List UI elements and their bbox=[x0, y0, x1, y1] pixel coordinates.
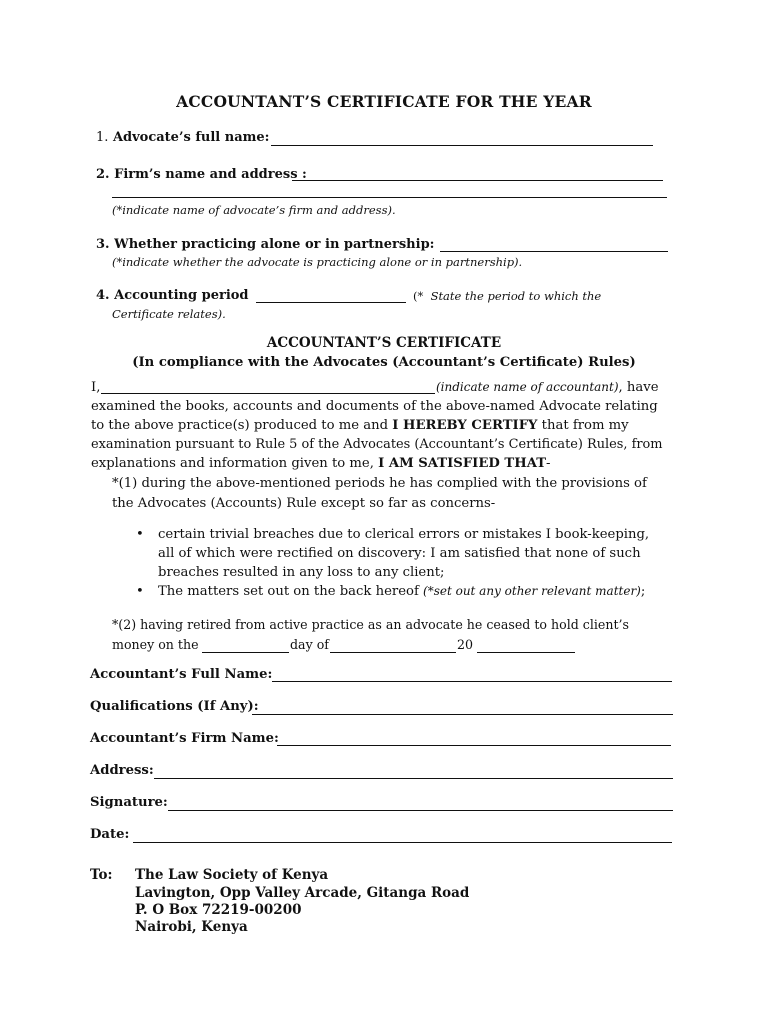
para-line3-a: to the above practice(s) produced to me and bbox=[91, 418, 393, 433]
addressee-line1: The Law Society of Kenya bbox=[135, 867, 329, 883]
full-name-field[interactable] bbox=[272, 681, 672, 682]
para-line2: examined the books, accounts and documents of the above-named Advocate relating bbox=[91, 399, 658, 414]
advocate-name-field[interactable] bbox=[271, 145, 653, 146]
item4-row bbox=[96, 288, 249, 303]
bullet1-line1: certain trivial breaches due to clerical errors or mistakes I book-keeping, bbox=[158, 527, 650, 542]
to-label: To: bbox=[90, 867, 113, 883]
item4-note bbox=[413, 289, 601, 303]
qualifications-label: Qualifications (If Any): bbox=[90, 699, 259, 714]
accountant-name-note: (indicate name of accountant) bbox=[436, 380, 619, 394]
item4-note-line2: Certificate relates). bbox=[112, 307, 226, 321]
item4-note-start: (* bbox=[413, 289, 424, 303]
clause1-line2: the Advocates (Accounts) Rule except so far as concerns- bbox=[112, 496, 496, 511]
clause2-day-of: day of bbox=[290, 637, 329, 652]
para-line1-start: I, bbox=[91, 380, 101, 395]
bullet1-line3: breaches resulted in any loss to any client; bbox=[158, 565, 445, 580]
item2-row bbox=[96, 167, 307, 182]
item4-label: Accounting period bbox=[114, 288, 249, 303]
firm-name-sig-field[interactable] bbox=[277, 745, 671, 746]
bullet1-line2: all of which were rectified on discovery: I am satisfied that none of such bbox=[158, 546, 641, 561]
item1-label: Advocate’s full name: bbox=[112, 130, 270, 145]
practice-type-field[interactable] bbox=[440, 251, 668, 252]
para-line1-tail: , have bbox=[618, 380, 659, 395]
item3-row bbox=[96, 237, 434, 252]
date-label: Date: bbox=[90, 827, 130, 842]
bullet2-c: ; bbox=[640, 584, 646, 599]
certificate-subheading: (In compliance with the Advocates (Accountant’s Certificate) Rules) bbox=[132, 355, 636, 370]
clause2-year-prefix: 20 bbox=[457, 637, 474, 652]
month-field[interactable] bbox=[330, 652, 456, 653]
para-line4: examination pursuant to Rule 5 of the Advocates (Accountant’s Certificate) Rules, from bbox=[91, 437, 663, 452]
item3-number: 3. bbox=[96, 237, 110, 252]
bullet2-note: (*set out any other relevant matter) bbox=[423, 584, 641, 598]
para-line1-end bbox=[436, 380, 659, 395]
year-field[interactable] bbox=[477, 652, 575, 653]
qualifications-field[interactable] bbox=[252, 714, 673, 715]
item1-row bbox=[96, 130, 269, 145]
clause2-money-on: money on the bbox=[112, 637, 199, 652]
accountant-name-field[interactable] bbox=[101, 393, 435, 394]
bullet-dot-2: • bbox=[136, 584, 144, 599]
certificate-heading: ACCOUNTANT’S CERTIFICATE bbox=[266, 335, 502, 351]
firm-name-label: Accountant’s Firm Name: bbox=[90, 731, 279, 746]
item2-note: (*indicate name of advocate’s firm and address). bbox=[112, 203, 396, 217]
item3-note: (*indicate whether the advocate is practicing alone or in partnership). bbox=[112, 255, 523, 269]
i-am-satisfied: I AM SATISFIED THAT bbox=[378, 456, 547, 471]
full-name-label: Accountant’s Full Name: bbox=[90, 667, 273, 682]
hereby-certify: I HEREBY CERTIFY bbox=[392, 418, 538, 433]
accounting-period-field[interactable] bbox=[256, 302, 406, 303]
signature-field[interactable] bbox=[168, 810, 673, 811]
bullet2-line bbox=[158, 584, 645, 599]
clause1-line1: *(1) during the above-mentioned periods he has complied with the provisions of bbox=[112, 476, 647, 491]
para-line3-c: that from my bbox=[537, 418, 629, 433]
page-title: ACCOUNTANT’S CERTIFICATE FOR THE YEAR bbox=[176, 92, 592, 111]
address-field[interactable] bbox=[154, 778, 673, 779]
bullet2-a: The matters set out on the back hereof bbox=[158, 584, 424, 599]
day-field[interactable] bbox=[202, 652, 289, 653]
signature-label: Signature: bbox=[90, 795, 168, 810]
para-line5-c: - bbox=[546, 456, 551, 471]
firm-name-field[interactable] bbox=[292, 180, 663, 181]
para-line3 bbox=[91, 418, 629, 433]
item4-number: 4. bbox=[96, 288, 110, 303]
addressee-line3: P. O Box 72219-00200 bbox=[135, 902, 302, 918]
date-field[interactable] bbox=[133, 842, 672, 843]
address-label: Address: bbox=[90, 763, 154, 778]
item2-number: 2. bbox=[96, 167, 110, 182]
item4-note-rest: State the period to which the bbox=[430, 289, 602, 303]
addressee-line4: Nairobi, Kenya bbox=[135, 919, 248, 935]
item1-number: 1. bbox=[96, 130, 109, 145]
para-line5-a: explanations and information given to me, bbox=[91, 456, 379, 471]
firm-address-field[interactable] bbox=[112, 197, 667, 198]
addressee-line2: Lavington, Opp Valley Arcade, Gitanga Road bbox=[135, 885, 470, 901]
bullet-dot-1: • bbox=[136, 527, 144, 542]
item2-label: Firm’s name and address : bbox=[114, 167, 307, 182]
para-line5 bbox=[91, 456, 551, 471]
item3-label: Whether practicing alone or in partnership: bbox=[114, 237, 435, 252]
clause2-line1: *(2) having retired from active practice as an advocate he ceased to hold client’s bbox=[112, 617, 629, 632]
